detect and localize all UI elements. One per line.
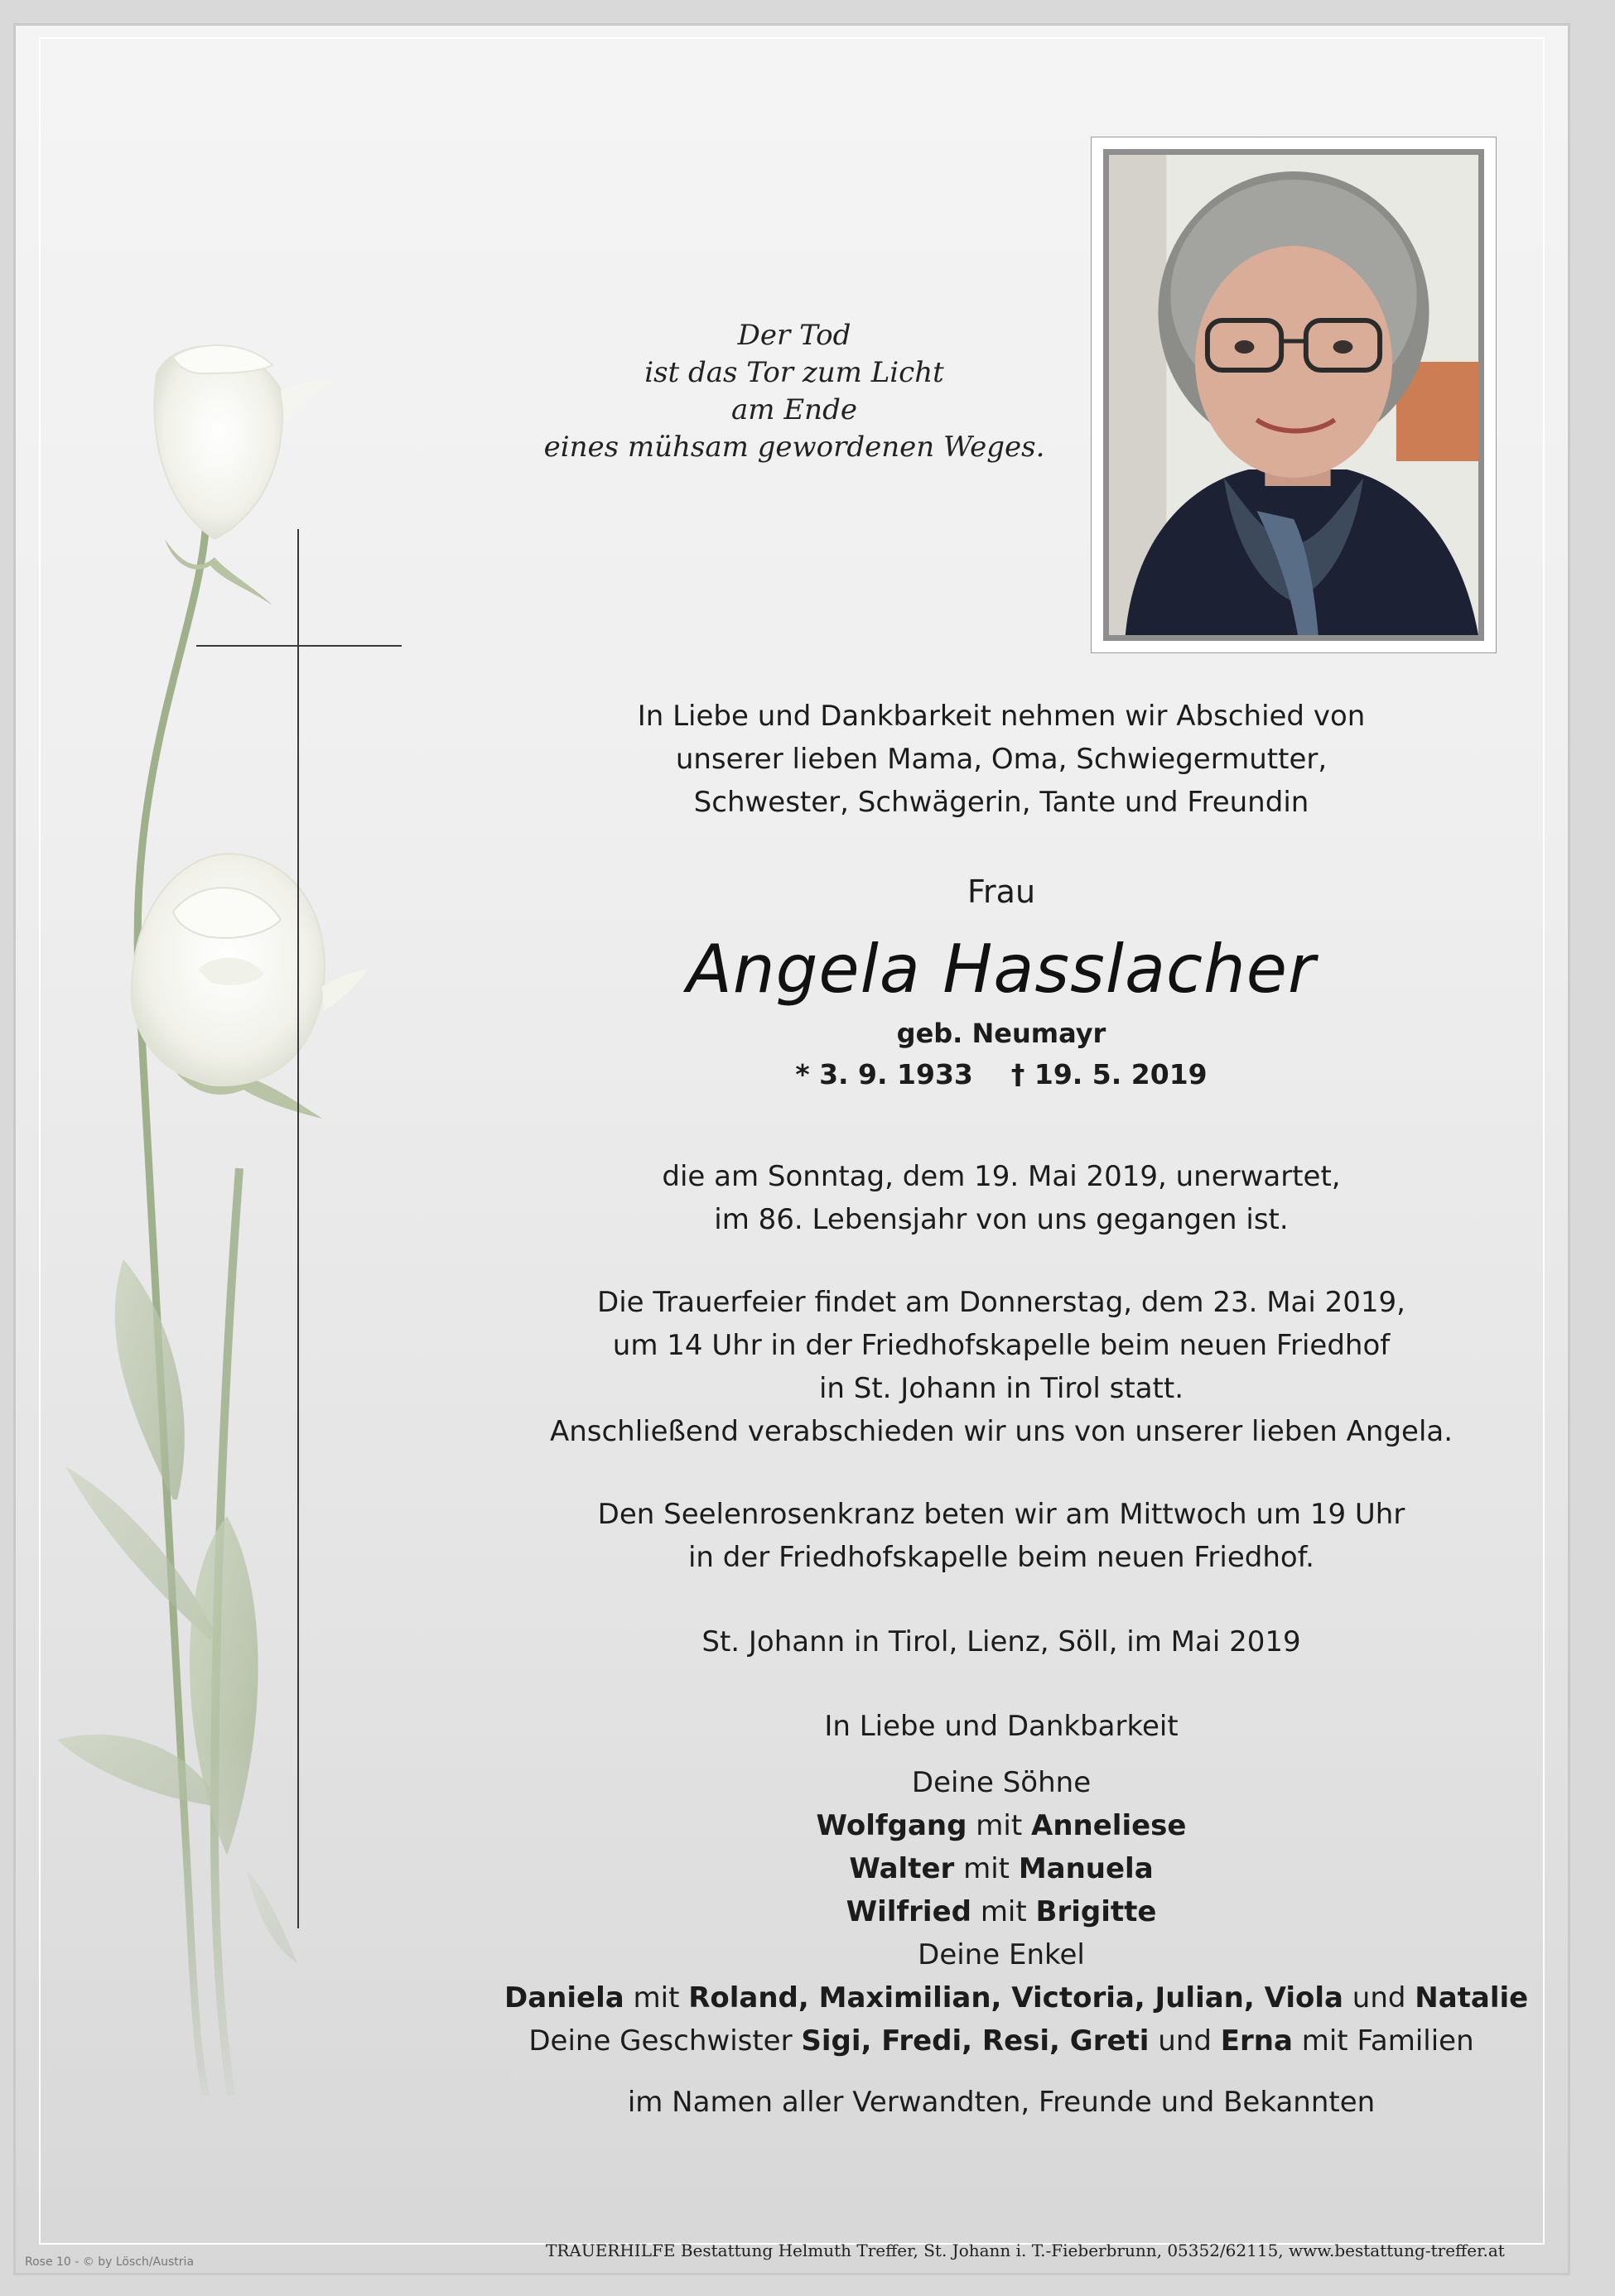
mourners [504,1705,1529,2124]
connector: mit [976,1809,1023,1842]
quote-line: am Ende [731,393,857,426]
siblings-row [504,2019,1498,2063]
quote [496,317,1092,466]
cross-horizontal-line [196,645,402,647]
son-partner: Anneliese [1031,1809,1187,1842]
cross-vertical-line [297,529,299,1928]
quote-line: Der Tod [737,319,851,352]
death-date: † 19. 5. 2019 [1010,1058,1208,1090]
grandchild-last: Natalie [1415,1981,1529,2014]
son-name: Wilfried [846,1895,971,1928]
sibling-last: Erna [1220,2024,1293,2058]
quote-line: ist das Tor zum Licht [644,356,944,389]
obituary-card [13,23,1570,2275]
grandchildren-label: Deine Enkel [918,1938,1085,1971]
death-notice [504,1155,1498,1241]
connector: und [1158,2024,1212,2058]
connector: mit [963,1852,1010,1885]
death-notice-line: im 86. Lebensjahr von uns gegangen ist. [714,1203,1289,1236]
maiden-name: geb. Neumayr [896,1018,1106,1049]
son-name: Wolfgang [816,1809,967,1842]
birth-date: * 3. 9. 1933 [795,1058,973,1090]
rosary-line: in der Friedhofskapelle beim neuen Friedhof. [687,1541,1314,1574]
white-rose-illustration [49,340,513,2096]
quote-line: eines mühsam gewordenen Weges. [543,431,1045,464]
funeral-line: Die Trauerfeier findet am Donnerstag, dem 23. Mai 2019, [597,1286,1405,1319]
son-name: Walter [849,1852,955,1885]
intro-line: unserer lieben Mama, Oma, Schwiegermutter, [675,743,1328,776]
funeral-info [504,1281,1498,1453]
image-credit: Rose 10 - © by Lösch/Austria [25,2255,195,2269]
intro-line: Schwester, Schwägerin, Tante und Freundin [693,786,1309,819]
funeral-line: in St. Johann in Tirol statt. [818,1372,1184,1405]
funeral-home-footer: TRAUERHILFE Bestattung Helmuth Treffer, St. Johann i. T.-Fieberbrunn, 05352/62115, www.bestattung-treffer.at [546,2241,1505,2260]
deceased-name: Angela Hasslacher [687,931,1316,1008]
life-dates [504,1056,1498,1094]
closing-line: In Liebe und Dankbarkeit [824,1710,1179,1743]
connector: mit [980,1895,1027,1928]
son-row [504,1804,1498,1847]
connector: mit [633,1981,680,2014]
others-line: im Namen aller Verwandten, Freunde und Bekannten [627,2086,1376,2119]
place-date: St. Johann in Tirol, Lienz, Söll, im Mai 2019 [701,1625,1301,1658]
son-partner: Brigitte [1035,1895,1157,1928]
intro-text [504,695,1498,824]
son-row [504,1890,1498,1933]
siblings-label: Deine Geschwister [528,2024,793,2058]
connector: und [1352,1981,1406,2014]
salutation: Frau [967,874,1036,910]
funeral-line: um 14 Uhr in der Friedhofskapelle beim neuen Friedhof [612,1329,1391,1362]
sons-label: Deine Söhne [911,1766,1092,1799]
grandchildren-list: Roland, Maximilian, Victoria, Julian, Viola [688,1981,1343,2014]
rosary-info [504,1493,1498,1579]
funeral-line: Anschließend verabschieden wir uns von unserer lieben Angela. [549,1415,1454,1448]
siblings-list: Sigi, Fredi, Resi, Greti [801,2024,1150,2058]
grandchildren-row [504,1976,1529,2019]
death-notice-line: die am Sonntag, dem 19. Mai 2019, unerwartet, [662,1160,1341,1193]
son-row [504,1847,1498,1890]
intro-line: In Liebe und Dankbarkeit nehmen wir Abschied von [637,700,1366,733]
portrait-illustration [1109,155,1478,635]
portrait-frame [1091,137,1497,653]
siblings-suffix: mit Familien [1301,2024,1474,2058]
rosary-line: Den Seelenrosenkranz beten wir am Mittwoch um 19 Uhr [597,1498,1405,1531]
son-partner: Manuela [1018,1852,1154,1885]
portrait-photo [1109,155,1478,635]
grandchild-first: Daniela [504,1981,624,2014]
portrait-mat [1103,149,1484,641]
